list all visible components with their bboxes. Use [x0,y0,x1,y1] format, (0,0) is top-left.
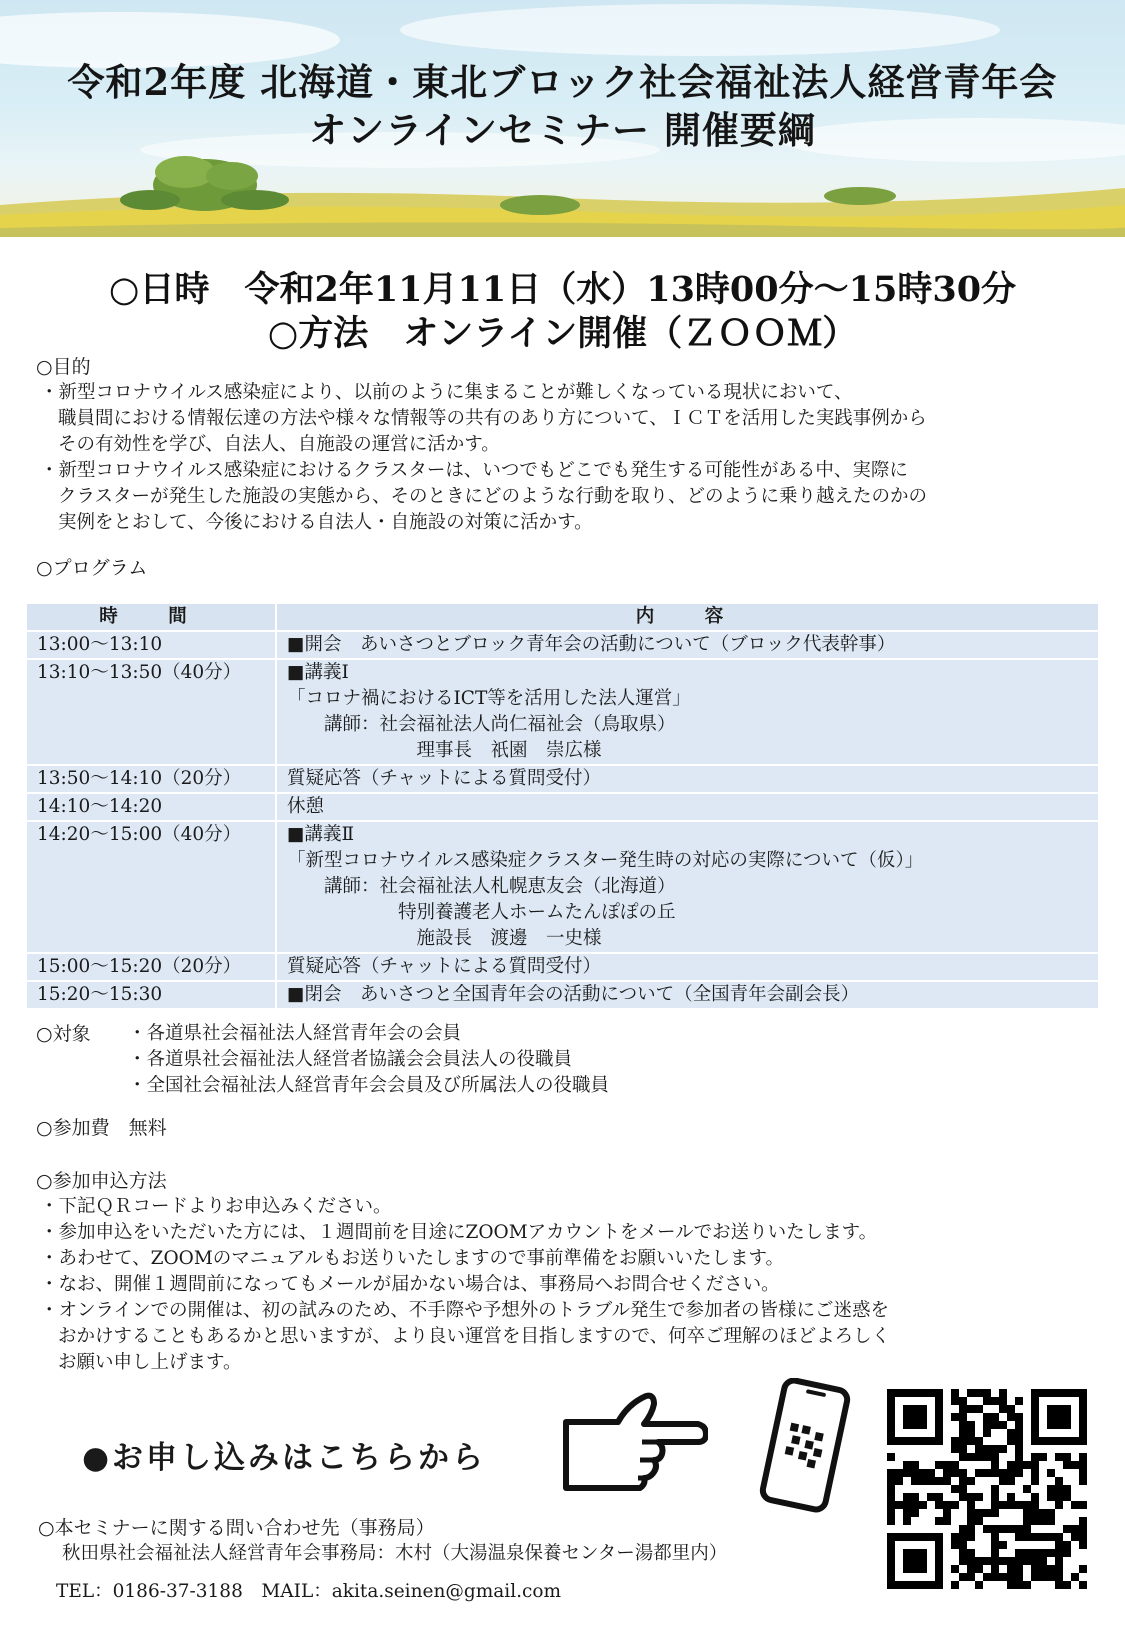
program-heading: ○プログラム [36,557,148,579]
col-content-header: 内 容 [276,603,1099,631]
content-cell [276,631,1099,659]
page-title-line1: 令和2年度 北海道・東北ブロック社会福祉法人経営青年会 [67,60,1058,104]
list-item: おかけすることもあるかと思いますが、より良い運営を目指しますので、何卒ご理解のほどよろしく [58,1326,891,1347]
table-row [26,659,1099,765]
table-row [26,765,1099,793]
content-line: 休憩 [287,796,325,817]
content-line: ■講義Ⅱ [287,824,355,845]
content-line: 理事長 祇園 崇広様 [287,740,602,761]
purpose-line: 実例をとおして、今後における自法人・自施設の対策に活かす。 [58,512,593,533]
event-method: ○方法 オンライン開催（ＺＯＯＭ） [267,313,858,354]
time-cell: 13:10～13:50（40分） [26,659,276,765]
qr-code-image[interactable] [887,1389,1087,1589]
content-line: 施設長 渡邊 一史様 [287,928,602,949]
purpose-line: その有効性を学び、自法人、自施設の運営に活かす。 [58,434,500,455]
contact-office: 秋田県社会福祉法人経営青年会事務局：木村（大湯温泉保養センター湯都里内） [62,1543,728,1564]
event-datetime: ○日時 令和2年11月11日（水）13時00分～15時30分 [108,269,1017,310]
content-cell [276,793,1099,821]
content-line: 講師：社会福祉法人尚仁福祉会（鳥取県） [287,714,676,735]
contact-tel-mail: TEL：0186-37-3188 MAIL：akita.seinen@gmail.com [56,1581,562,1602]
list-item: お願い申し上げます。 [58,1352,242,1373]
content-line: ■講義Ⅰ [287,662,349,683]
list-item: ・各道県社会福祉法人経営青年会の会員 [128,1023,462,1044]
page-title-line2: オンラインセミナー 開催要綱 [309,108,816,152]
list-item: ・オンラインでの開催は、初の試みのため、不手際や予想外のトラブル発生で参加者の皆様にご迷惑を [40,1300,889,1321]
time-cell: 14:10～14:20 [26,793,276,821]
content-line: ■閉会 あいさつと全国青年会の活動について（全国青年会副会長） [287,984,860,1005]
time-cell: 13:00～13:10 [26,631,276,659]
time-cell: 15:20～15:30 [26,981,276,1009]
apply-method-body [40,1194,1100,1376]
content-cell [276,659,1099,765]
purpose-line: クラスターが発生した施設の実態から、そのときにどのような行動を取り、どのように乗り越えたのかの [58,486,927,507]
content-line: 質疑応答（チャットによる質問受付） [287,768,601,789]
table-row [26,981,1099,1009]
table-row [26,953,1099,981]
table-row [26,793,1099,821]
list-item: ・参加申込をいただいた方には、１週間前を目途にZOOMアカウントをメールでお送りいたします。 [40,1222,878,1243]
smartphone-qr-icon [755,1378,855,1513]
content-line: 「コロナ禍におけるICT等を活用した法人運営」 [287,688,691,709]
content-line: ■開会 あいさつとブロック青年会の活動について（ブロック代表幹事） [287,634,896,655]
purpose-line: 職員間における情報伝達の方法や様々な情報等の共有のあり方について、ＩＣＴを活用した実践事例から [58,408,927,429]
apply-method-heading: ○参加申込方法 [36,1170,167,1192]
pointing-hand-icon [558,1392,708,1492]
content-line: 質疑応答（チャットによる質問受付） [287,956,601,977]
purpose-line: ・新型コロナウイルス感染症により、以前のように集まることが難しくなっている現状において、 [40,382,853,403]
table-row [26,631,1099,659]
col-time-header: 時 間 [26,603,276,631]
apply-here-text: ●お申し込みはこちらから [82,1440,487,1476]
content-line: 特別養護老人ホームたんぽぽの丘 [287,902,676,923]
time-cell: 15:00～15:20（20分） [26,953,276,981]
table-header-row [26,603,1099,631]
content-cell [276,821,1099,953]
target-heading: ○対象 [36,1023,91,1045]
purpose-body [40,380,1100,536]
purpose-line: ・新型コロナウイルス感染症におけるクラスターは、いつでもどこでも発生する可能性がある中、実際に [40,460,908,481]
list-item: ・全国社会福祉法人経営青年会会員及び所属法人の役職員 [128,1075,610,1096]
content-line: 「新型コロナウイルス感染症クラスター発生時の対応の実際について（仮）」 [287,850,924,871]
table-row [26,821,1099,953]
list-item: ・あわせて、ZOOMのマニュアルもお送りいたしますので事前準備をお願いいたします。 [40,1248,785,1269]
time-cell: 13:50～14:10（20分） [26,765,276,793]
contact-heading: ○本セミナーに関する問い合わせ先（事務局） [38,1517,435,1539]
content-line: 講師：社会福祉法人札幌恵友会（北海道） [287,876,676,897]
content-cell [276,953,1099,981]
list-item: ・各道県社会福祉法人経営者協議会会員法人の役職員 [128,1049,573,1070]
fee-text: ○参加費 無料 [36,1117,167,1139]
content-cell [276,981,1099,1009]
header-banner [0,0,1125,237]
purpose-heading: ○目的 [36,356,91,378]
content-cell [276,765,1099,793]
time-cell: 14:20～15:00（40分） [26,821,276,953]
program-rows [26,631,1099,1009]
list-item: ・なお、開催１週間前になってもメールが届かない場合は、事務局へお問合せください。 [40,1274,780,1295]
program-table [25,602,1100,1010]
list-item: ・下記ＱＲコードよりお申込みください。 [40,1196,392,1217]
target-list [128,1021,1028,1099]
